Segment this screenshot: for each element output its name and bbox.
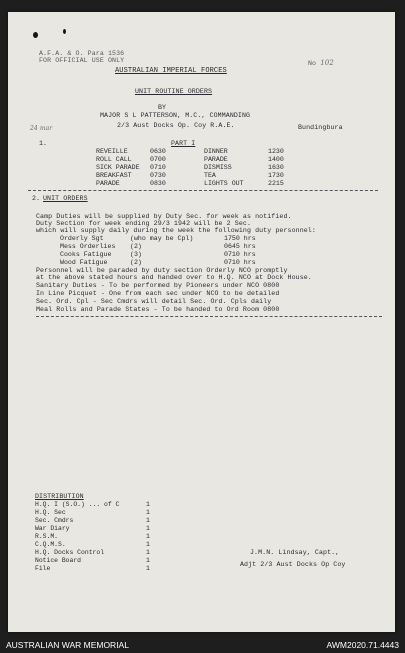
handwritten-date: 24 mar (30, 125, 53, 132)
distribution-item: Sec. Cmdrs 1 (35, 517, 150, 524)
official-use-label: FOR OFFICIAL USE ONLY (39, 57, 125, 64)
order-line: Sec. Ord. Cpl - Sec Cmdrs will detail Sec. Ord. Cpls daily (36, 298, 272, 305)
document-title: AUSTRALIAN IMPERIAL FORCES (115, 67, 227, 75)
signature-title: Adjt 2/3 Aust Docks Op Coy (240, 561, 346, 568)
order-line: at the above stated hours and handed over to H.Q. NCO at Dock House. (36, 274, 312, 281)
part1-number: 1. (39, 140, 48, 147)
distribution-item: H.Q. I (S.O.) ... of C 1 (35, 501, 150, 508)
archive-footer (0, 637, 405, 653)
location-label: Bundingbura (298, 124, 343, 131)
unit-line: 2/3 Aust Docks Op. Coy R.A.E. (117, 122, 235, 129)
distribution-item: File 1 (35, 565, 150, 572)
distribution-item: H.Q. Docks Control 1 (35, 549, 150, 556)
duty-row: Mess Orderlies (2) 0645 hrs (60, 243, 256, 250)
footer-credit: AUSTRALIAN WAR MEMORIAL (6, 640, 129, 650)
signature-name: J.M.N. Lindsay, Capt., (250, 549, 340, 556)
footer-accession-number: AWM2020.71.4443 (326, 640, 399, 650)
order-line: Meal Rolls and Parade States - To be handed to Ord Room 0800 (36, 306, 280, 313)
punch-hole (33, 32, 38, 38)
punch-hole (63, 29, 66, 34)
timetable-row: ROLL CALL 0700 PARADE 1400 (96, 156, 284, 163)
form-reference: A.F.A. & O. Para 1536 (39, 50, 125, 57)
order-line: which will supply daily during the week the following duty personnel: (36, 227, 316, 234)
distribution-item: War Diary 1 (35, 525, 150, 532)
timetable-row: PARADE 0830 LIGHTS OUT 2215 (96, 180, 284, 187)
distribution-item: Notice Board 1 (35, 557, 150, 564)
document-page (8, 12, 395, 632)
order-line: Duty Section for week ending 29/3 1942 will be 2 Sec. (36, 220, 252, 227)
commander-line: MAJOR S L PATTERSON, M.C., COMMANDING (100, 112, 251, 119)
timetable-row: SICK PARADE 0710 DISMISS 1630 (96, 164, 284, 171)
document-subtitle: UNIT ROUTINE ORDERS (135, 88, 213, 95)
order-line: Sanitary Duties - To be performed by Pioneers under NCO 0800 (36, 282, 280, 289)
distribution-item: R.S.M. 1 (35, 533, 150, 540)
part2-title: UNIT ORDERS (43, 195, 88, 202)
order-line: Personnel will be paraded by duty section Orderly NCO promptly (36, 267, 288, 274)
order-line: In Line Picquet - One from each sec under NCO to be detailed (36, 290, 280, 297)
section-divider (36, 316, 382, 317)
timetable-row: BREAKFAST 0730 TEA 1730 (96, 172, 284, 179)
duty-row: Orderly Sgt (who may be Cpl) 1750 hrs (60, 235, 256, 242)
section-divider (28, 190, 378, 191)
distribution-title: DISTRIBUTION (35, 493, 84, 500)
order-line: Camp Duties will be supplied by Duty Sec. for week as notified. (36, 213, 292, 220)
order-number: No 102 (308, 59, 334, 67)
distribution-item: C.Q.M.S. 1 (35, 541, 150, 548)
timetable-row: REVEILLE 0630 DINNER 1230 (96, 148, 284, 155)
by-label: BY (158, 104, 167, 111)
distribution-item: H.Q. Sec 1 (35, 509, 150, 516)
part2-number: 2. (32, 195, 41, 202)
duty-row: Wood Fatigue (2) 0710 hrs (60, 259, 256, 266)
part1-title: PART I (171, 140, 196, 147)
duty-row: Cooks Fatigue (3) 0710 hrs (60, 251, 256, 258)
